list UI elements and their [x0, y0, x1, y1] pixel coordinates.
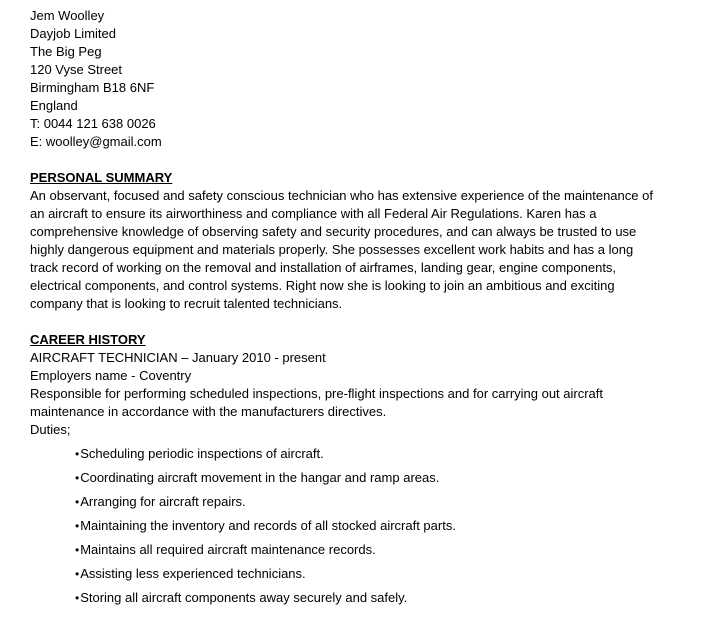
job-title: AIRCRAFT TECHNICIAN – January 2010 - present — [30, 350, 326, 365]
list-item — [75, 517, 680, 535]
personal-summary-text — [30, 187, 680, 313]
contact-building: The Big Peg — [30, 44, 102, 59]
summary-line: an aircraft to ensure its airworthiness and compliance with all Federal Air Regulations. Karen has a — [30, 206, 597, 221]
personal-summary-heading: PERSONAL SUMMARY — [30, 170, 173, 185]
responsibility-line: maintenance in accordance with the manufacturers directives. — [30, 404, 387, 419]
duty-text: Storing all aircraft components away securely and safely. — [80, 590, 408, 605]
bullet-icon: • — [75, 471, 80, 485]
duty-text: Scheduling periodic inspections of aircraft. — [80, 446, 324, 461]
contact-name: Jem Woolley — [30, 8, 105, 23]
summary-line: highly dangerous equipment and materials properly. She possesses excellent work habits and has a long — [30, 242, 634, 257]
responsibility-line: Responsible for performing scheduled inspections, pre-flight inspections and for carrying out aircraft — [30, 386, 604, 401]
summary-line: An observant, focused and safety conscious technician who has extensive experience of the maintenance of — [30, 188, 653, 203]
duties-list — [30, 445, 680, 607]
career-history-heading: CAREER HISTORY — [30, 332, 146, 347]
bullet-icon: • — [75, 567, 80, 581]
summary-line: track record of working on the removal and installation of airframes, landing gear, engine components, — [30, 260, 617, 275]
contact-city: Birmingham B18 6NF — [30, 80, 155, 95]
bullet-icon: • — [75, 519, 80, 533]
list-item — [75, 445, 680, 463]
duty-text: Arranging for aircraft repairs. — [80, 494, 246, 509]
cv-page — [30, 7, 680, 613]
summary-line: company that is looking to recruit talented technicians. — [30, 296, 343, 311]
summary-line: electrical components, and control systems. Right now she is looking to join an ambitious and exciting — [30, 278, 615, 293]
bullet-icon: • — [75, 447, 80, 461]
list-item — [75, 493, 680, 511]
list-item — [75, 469, 680, 487]
contact-email: E: woolley@gmail.com — [30, 134, 162, 149]
duty-text: Assisting less experienced technicians. — [80, 566, 306, 581]
bullet-icon: • — [75, 495, 80, 509]
list-item — [75, 565, 680, 583]
contact-phone: T: 0044 121 638 0026 — [30, 116, 156, 131]
list-item — [75, 589, 680, 607]
duty-text: Coordinating aircraft movement in the hangar and ramp areas. — [80, 470, 440, 485]
duties-label: Duties; — [30, 422, 71, 437]
bullet-icon: • — [75, 591, 80, 605]
contact-company: Dayjob Limited — [30, 26, 116, 41]
contact-country: England — [30, 98, 78, 113]
list-item — [75, 541, 680, 559]
bullet-icon: • — [75, 543, 80, 557]
summary-line: comprehensive knowledge of observing safety and security procedures, and can always be trusted to use — [30, 224, 637, 239]
contact-street: 120 Vyse Street — [30, 62, 123, 77]
contact-block — [30, 7, 680, 151]
employer-name: Employers name - Coventry — [30, 368, 192, 383]
duty-text: Maintains all required aircraft maintenance records. — [80, 542, 376, 557]
duty-text: Maintaining the inventory and records of all stocked aircraft parts. — [80, 518, 456, 533]
